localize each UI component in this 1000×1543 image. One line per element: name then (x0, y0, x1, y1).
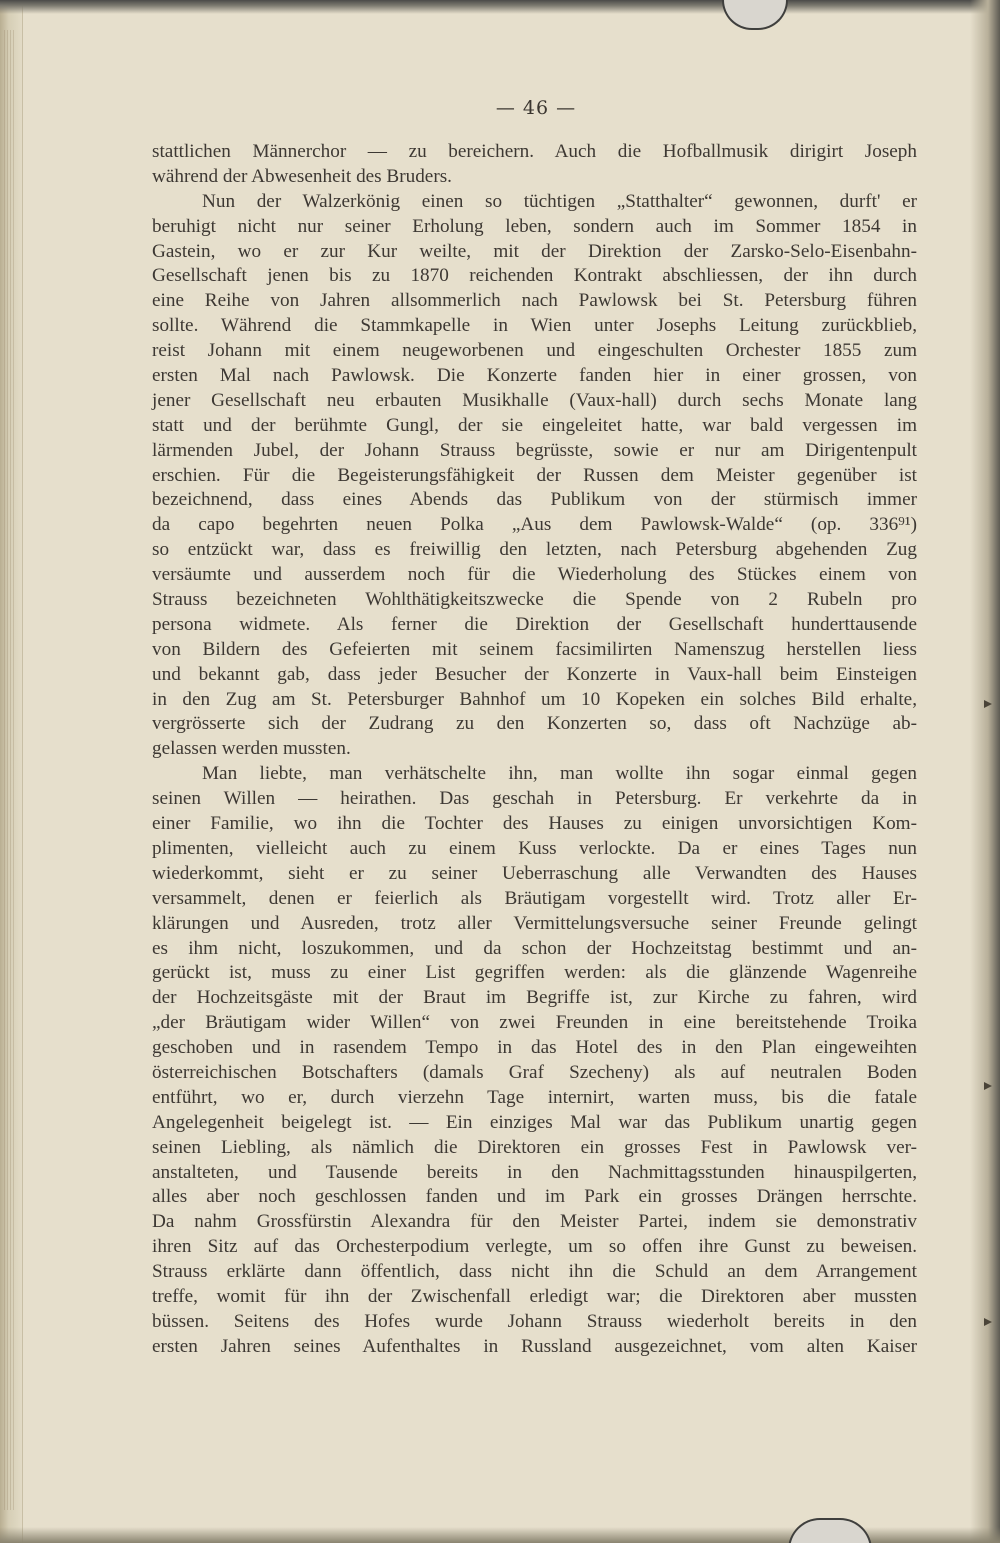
binding-texture (4, 30, 14, 1510)
text-line: Man liebte, man verhätschelte ihn, man wollte ihn sogar einmal gegen (202, 763, 917, 785)
text-line: beruhigt nicht nur seiner Erholung leben, sondern auch im Sommer 1854 in (152, 215, 917, 237)
scanner-clip-bottom (788, 1518, 872, 1543)
text-line: Gastein, wo er zur Kur weilte, mit der Direktion der Zarsko-Selo-Eisenbahn- (152, 240, 917, 262)
text-line: der Hochzeitsgäste mit der Braut im Begriffe ist, zur Kirche zu fahren, wird (152, 987, 917, 1009)
text-line: entführt, wo er, durch vierzehn Tage internirt, warten muss, bis die fatale (152, 1086, 917, 1108)
text-line: in den Zug am St. Petersburger Bahnhof um 10 Kopeken ein solches Bild erhalte, (152, 688, 917, 710)
right-scan-edge (970, 0, 1000, 1543)
text-line: büssen. Seitens des Hofes wurde Johann Strauss wiederholt bereits in den (152, 1310, 917, 1332)
text-line: reist Johann mit einem neugeworbenen und eingeschulten Orchester 1855 zum (152, 340, 917, 362)
text-line: vergrösserte sich der Zudrang zu den Konzerten so, dass oft Nachzüge ab- (152, 713, 917, 735)
text-line: „der Bräutigam wider Willen“ von zwei Freunden in eine bereitstehende Troika (152, 1012, 917, 1034)
text-line: ersten Jahren seines Aufenthaltes in Russland ausgezeichnet, vom alten Kaiser (152, 1335, 917, 1357)
text-line: wiederkommt, sieht er zu seiner Ueberraschung alle Verwandten des Hauses (152, 862, 917, 884)
margin-arrow-icon (984, 700, 992, 708)
text-line: ersten Mal nach Pawlowsk. Die Konzerte fanden hier in einer grossen, von (152, 365, 917, 387)
text-line: Strauss bezeichneten Wohlthätigkeitszwecke die Spende von 2 Rubeln pro (152, 589, 917, 611)
page-binding (0, 0, 23, 1543)
text-line: gerückt ist, muss zu einer List gegriffen werden: als die glänzende Wagenreihe (152, 962, 917, 984)
top-scan-edge (0, 0, 1000, 14)
text-line: ihren Sitz auf das Orchesterpodium verlegte, um so offen ihre Gunst zu beweisen. (152, 1236, 917, 1258)
text-line: Angelegenheit beigelegt ist. — Ein einziges Mal war das Publikum unartig gegen (152, 1111, 917, 1133)
page-number: — 46 — (495, 97, 577, 119)
text-line: einer Familie, wo ihn die Tochter des Hauses zu einigen unvorsichtigen Kom- (152, 813, 917, 835)
text-line: da capo begehrten neuen Polka „Aus dem Pawlowsk-Walde“ (op. 336⁹¹) (152, 514, 917, 536)
text-line: versäumte und ausserdem noch für die Wiederholung des Stückes einem von (152, 564, 917, 586)
margin-arrow-icon (984, 1318, 992, 1326)
text-line: es ihm nicht, loszukommen, und da schon der Hochzeitstag bestimmt und an- (152, 937, 917, 959)
text-line: erschien. Für die Begeisterungsfähigkeit der Russen dem Meister gegenüber ist (152, 464, 917, 486)
text-line: seinen Willen — heirathen. Das geschah in Petersburg. Er verkehrte da in (152, 788, 917, 810)
text-line: Gesellschaft jenen bis zu 1870 reichenden Kontrakt abschliessen, der ihn durch (152, 265, 917, 287)
text-line: anstalteten, und Tausende bereits in den Nachmittagsstunden hinauspilgerten, (152, 1161, 917, 1183)
text-line: bezeichnend, dass eines Abends das Publikum von der stürmisch immer (152, 489, 917, 511)
text-line: treffe, womit für ihn der Zwischenfall erledigt war; die Direktoren aber mussten (152, 1285, 917, 1307)
text-line: lärmenden Jubel, der Johann Strauss begrüsste, sowie er nur am Dirigentenpult (152, 439, 917, 461)
text-line: Nun der Walzerkönig einen so tüchtigen „Statthalter“ gewonnen, durft' er (202, 190, 917, 212)
text-line: eine Reihe von Jahren allsommerlich nach Pawlowsk bei St. Petersburg führen (152, 290, 917, 312)
text-line: Da nahm Grossfürstin Alexandra für den Meister Partei, indem sie demonstrativ (152, 1211, 917, 1233)
text-line: plimenten, vielleicht auch zu einem Kuss verlockte. Da er eines Tages nun (152, 837, 917, 859)
text-line: und bekannt gab, dass jeder Besucher der Konzerte in Vaux-hall beim Einsteigen (152, 663, 917, 685)
text-line: jener Gesellschaft neu erbauten Musikhalle (Vaux-hall) durch sechs Monate lang (152, 389, 917, 411)
text-line: während der Abwesenheit des Bruders. (152, 165, 452, 187)
text-line: sollte. Während die Stammkapelle in Wien unter Josephs Leitung zurückblieb, (152, 315, 917, 337)
text-line: von Bildern des Gefeierten mit seinem facsimilirten Namenszug herstellen liess (152, 638, 917, 660)
text-line: Strauss erklärte dann öffentlich, dass nicht ihn die Schuld an dem Arrangement (152, 1261, 917, 1283)
scanner-clip-top (722, 0, 788, 30)
text-line: gelassen werden mussten. (152, 738, 351, 760)
text-line: statt und der berühmte Gungl, der sie eingeleitet hatte, war bald vergessen im (152, 414, 917, 436)
margin-arrow-icon (984, 1082, 992, 1090)
text-line: seinen Liebling, als nämlich die Direktoren ein grosses Fest in Pawlowsk ver- (152, 1136, 917, 1158)
text-line: persona widmete. Als ferner die Direktion der Gesellschaft hunderttausende (152, 613, 917, 635)
text-line: alles aber noch geschlossen fanden und im Park ein grosses Drängen herrschte. (152, 1186, 917, 1208)
text-line: österreichischen Botschafters (damals Graf Szecheny) als auf neutralen Boden (152, 1061, 917, 1083)
text-line: geschoben und in rasendem Tempo in das Hotel des in den Plan eingeweihten (152, 1037, 917, 1059)
body-text (152, 140, 917, 1360)
text-line: versammelt, denen er feierlich als Bräutigam vorgestellt wird. Trotz aller Er- (152, 887, 917, 909)
text-line: klärungen und Ausreden, trotz aller Vermittelungsversuche seiner Freunde gelingt (152, 912, 917, 934)
text-line: stattlichen Männerchor — zu bereichern. Auch die Hofballmusik dirigirt Joseph (152, 141, 917, 162)
text-line: so entzückt war, dass es freiwillig den letzten, nach Petersburg abgehenden Zug (152, 539, 917, 561)
